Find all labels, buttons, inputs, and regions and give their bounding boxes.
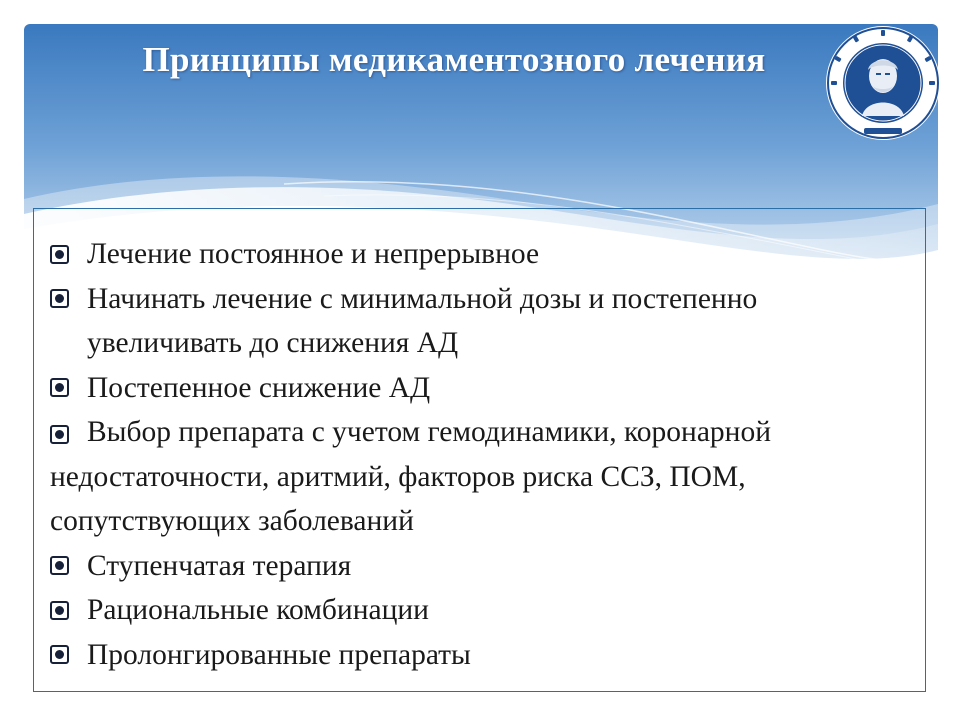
list-item — [50, 366, 910, 411]
list-item — [50, 633, 910, 678]
foundation-seal-logo — [824, 24, 942, 142]
square-bullet-icon — [50, 245, 69, 264]
list-item-text: Выбор препарата с учетом гемодинамики, коронарной недостаточности, аритмий, факторов риска ССЗ, ПОМ, сопутствующих заболеваний — [50, 416, 771, 537]
square-bullet-icon — [50, 378, 69, 397]
square-bullet-icon — [50, 645, 69, 664]
list-item-text: Рациональные комбинации — [87, 594, 429, 626]
list-item — [50, 232, 910, 277]
list-item — [50, 410, 910, 544]
square-bullet-icon — [50, 556, 69, 575]
square-bullet-icon — [50, 601, 69, 620]
list-item — [50, 588, 910, 633]
list-item — [50, 544, 910, 589]
list-item — [50, 277, 910, 366]
list-item-text: Пролонгированные препараты — [87, 638, 471, 671]
slide-title: Принципы медикаментозного лечения — [142, 40, 766, 79]
list-item-text: Лечение постоянное и непрерывное — [87, 238, 540, 270]
square-bullet-icon — [50, 289, 69, 308]
list-item-text: Постепенное снижение АД — [87, 371, 431, 404]
list-item-text: Ступенчатая терапия — [87, 549, 352, 582]
square-bullet-icon — [50, 425, 69, 444]
list-item-text: Начинать лечение с минимальной дозы и постепенно увеличивать до снижения АД — [87, 282, 758, 359]
principles-list — [50, 232, 910, 677]
